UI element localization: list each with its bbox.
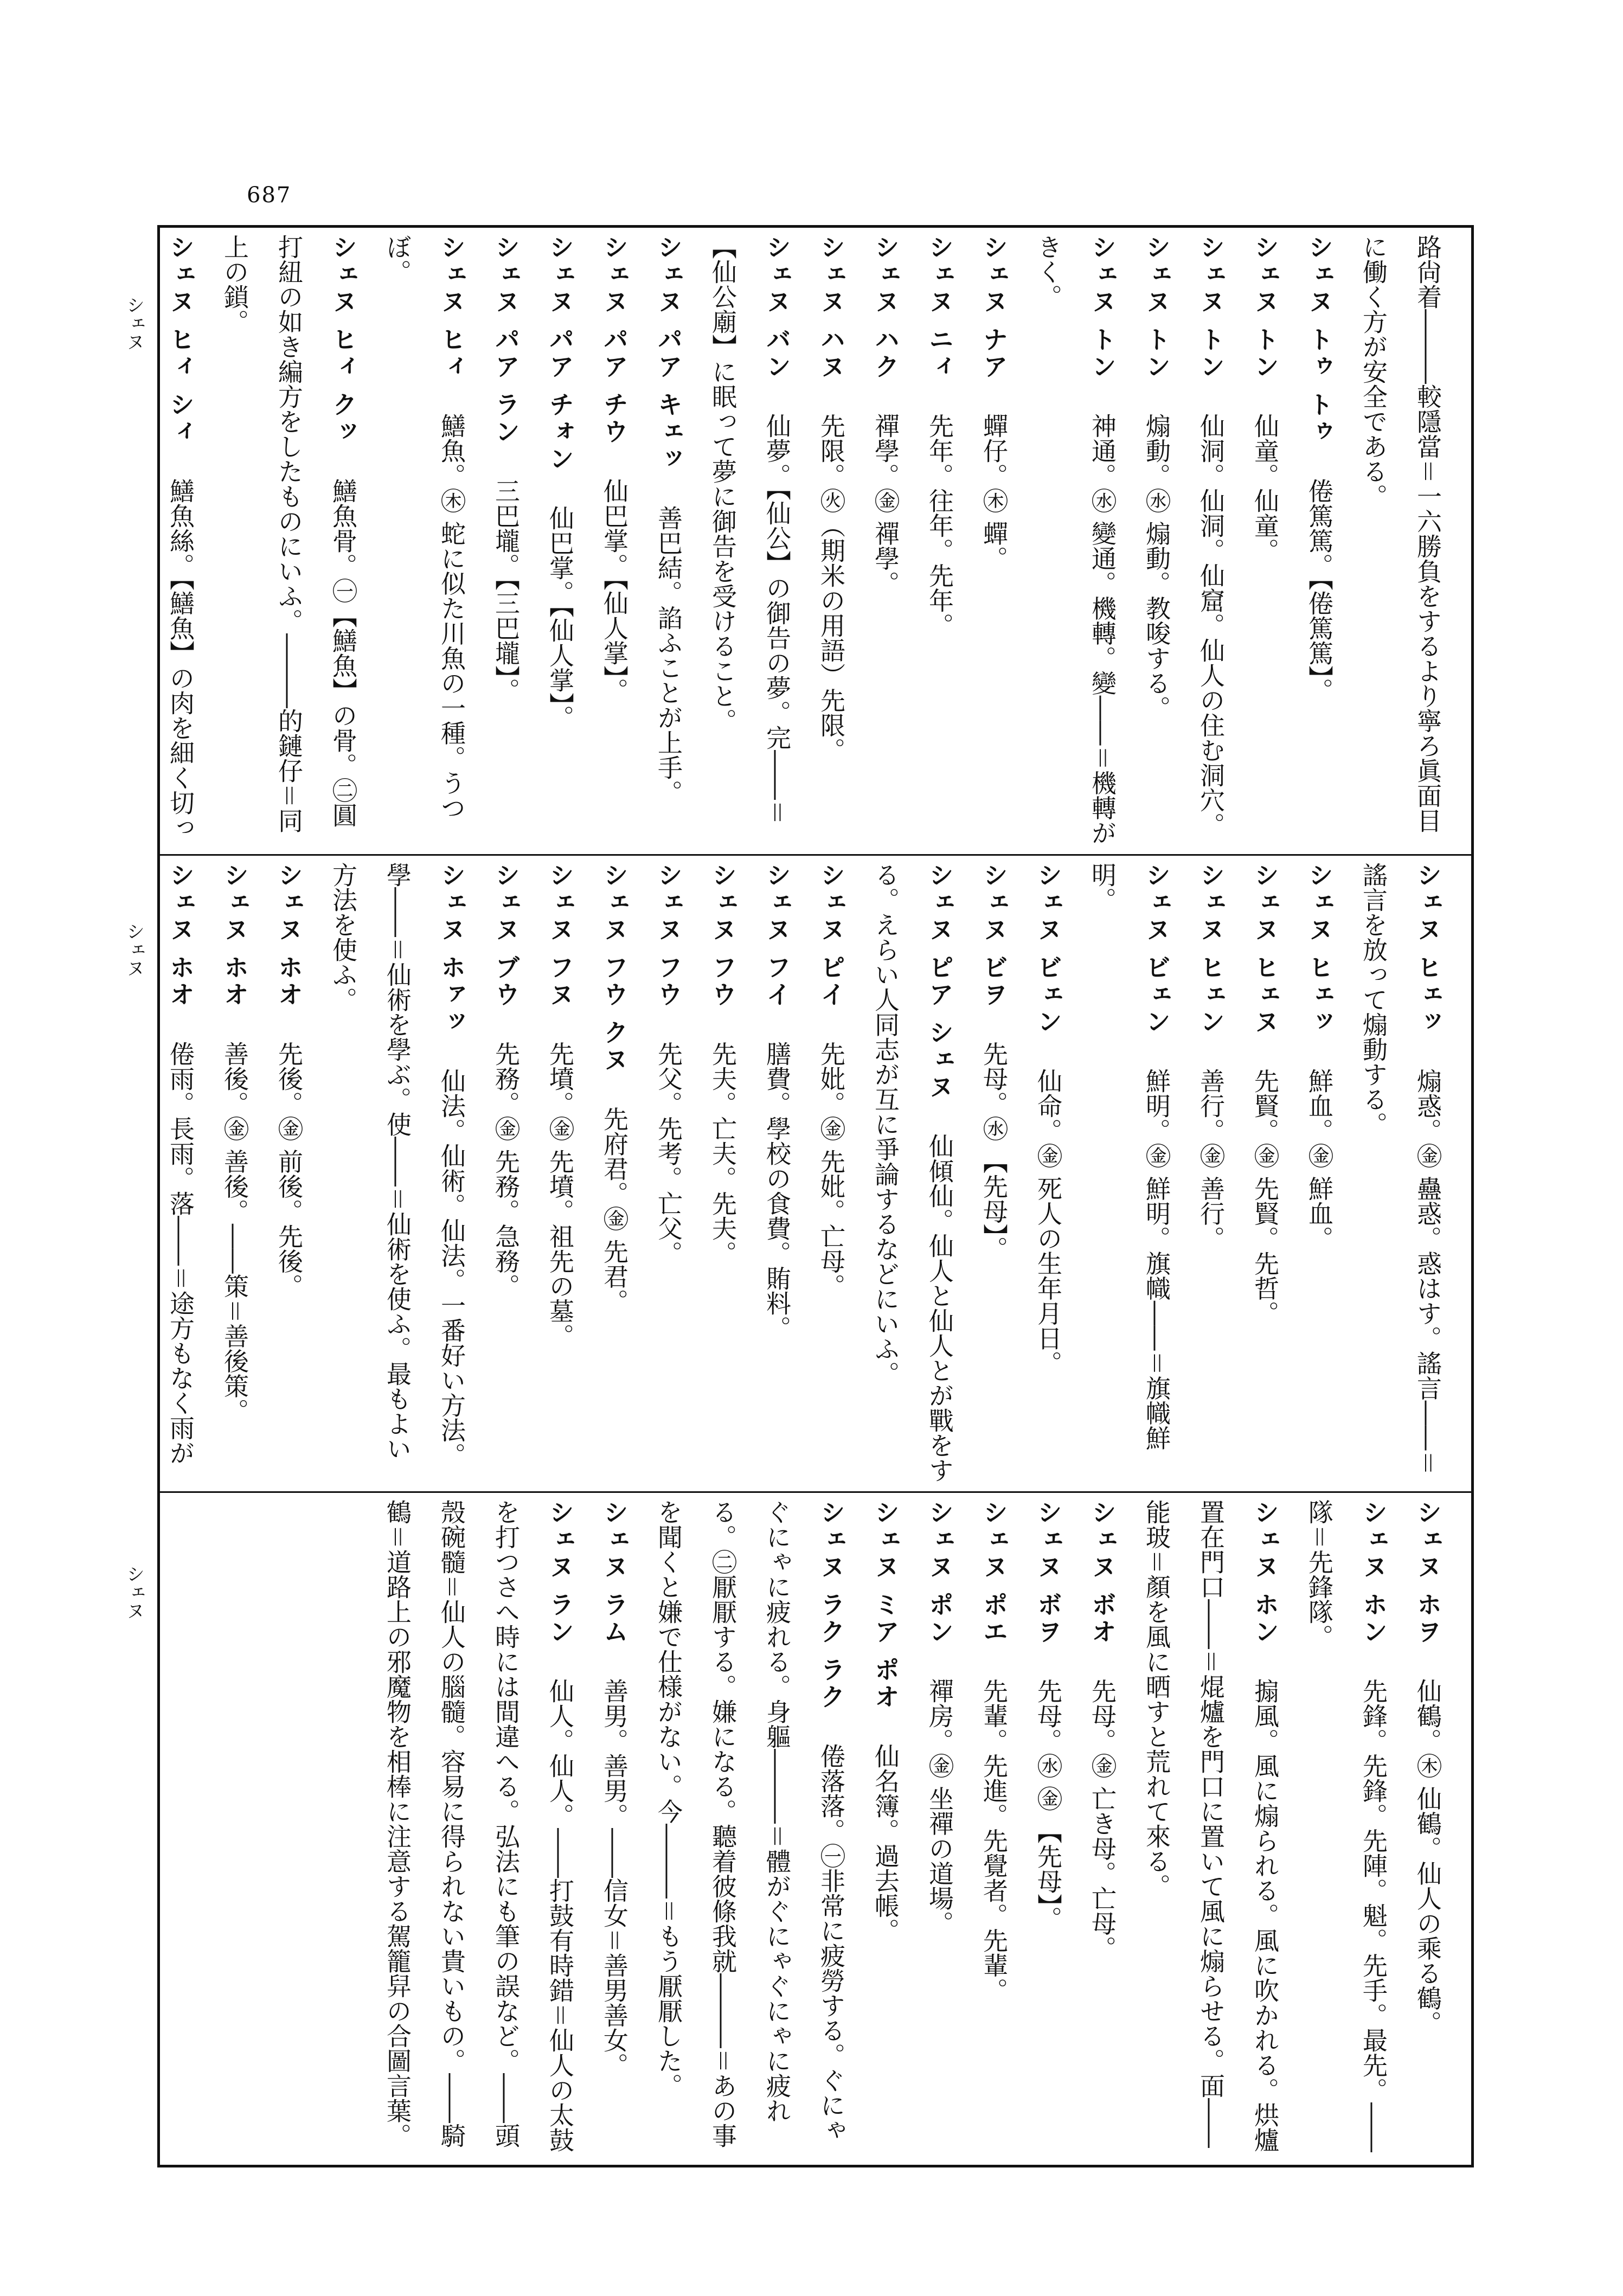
entry-definition: 仙命。㊎ 死人の生年月日。 [1034, 1068, 1063, 1376]
entry-headword: シェヌ ホオ [166, 862, 195, 1009]
dictionary-entry [967, 1499, 1021, 2158]
entry-definition: 膳費。學校の食費。賄料。 [762, 1041, 792, 1341]
entry-definition: 鮮明。㊎ 鮮明。旗幟――＝旗幟鮮明。 [1088, 862, 1171, 1451]
entry-headword: シェヌ パア チォン [546, 234, 575, 473]
entry-headword: シェヌ ハク [871, 234, 900, 381]
entry-headword: シェヌ ヒィ シィ [166, 234, 195, 446]
entry-definition: 仙名簿。過去帳。 [871, 1743, 900, 1944]
dictionary-entry [533, 862, 587, 1485]
entry-headword: シェヌ ヒェッ [1305, 862, 1334, 1036]
entry-headword: シェヌ トン [1196, 234, 1226, 381]
dictionary-entry [858, 862, 967, 1485]
entry-headword: シェヌ ビヲ [979, 862, 1009, 1009]
dictionary-entry [208, 862, 262, 1485]
entry-definition: 仙人。仙人。――打鼓有時錯＝仙人の太鼓を打つさへ時には間違へる。弘法にも筆の誤など。――頭殼碗髓＝仙人の腦髓。容易に得られない貴いもの。――騎鶴＝道路上の邪魔物を相棒に注意する駕籠舁の合圖言葉。 [383, 1499, 575, 2153]
entry-headword: シェヌ ニィ [925, 234, 954, 381]
entry-definition: 先母。㊎ 亡き母。亡母。 [1088, 1678, 1117, 1961]
dictionary-entry [1075, 1499, 1130, 2158]
entry-definition: 先務。㊎ 先務。急務。 [491, 1041, 521, 1299]
entry-definition: 先府君。㊎ 先君。 [600, 1106, 629, 1314]
entry-headword: シェヌ ホン [1359, 1499, 1388, 1646]
dictionary-entry [858, 1499, 913, 2158]
dictionary-entry [913, 1499, 967, 2158]
entry-headword: シェヌ ヒェッ [1413, 862, 1442, 1036]
dictionary-entry [1021, 234, 1130, 848]
entry-definition: 鱔魚骨。㊀【鱔魚】の骨。㊁圓打紐の如き編方をしたものにいふ。―――的鏈仔＝同上の鎖。 [220, 234, 358, 833]
entry-definition: 仙童。仙童。 [1250, 413, 1280, 563]
entry-headword: シェヌ ホオ [220, 862, 249, 1009]
entry-definition: 仙洞。仙洞。仙窟。仙人の住む洞穴。 [1196, 413, 1226, 838]
entry-definition: 先限。㊋（期米の用語）先限。 [817, 413, 846, 763]
entry-definition: 善男。善男。――信女＝善男善女。 [600, 1678, 629, 2078]
entry-definition: 鱔魚。㊍ 蛇に似た川魚の一種。うつぼ。 [383, 234, 466, 820]
dictionary-entry [1346, 234, 1455, 848]
entry-headword: シェヌ フウ [708, 862, 737, 1009]
running-head-middle: シェヌ [123, 922, 145, 977]
entry-definition: 先鋒。先鋒。先陣。魁。先手。最先。――隊＝先鋒隊。 [1305, 1499, 1388, 2153]
middle-tier [160, 854, 1471, 1491]
entry-definition: 蟬仔。㊍ 蟬。 [979, 413, 1009, 571]
lower-tier [160, 1491, 1471, 2165]
entry-definition: 搧風。風に煽られる。風に吹かれる。烘爐置在門口――＝焜爐を門口に置いて風に煽らせる。面――能玻＝顏を風に晒すと荒れて來る。 [1142, 1499, 1280, 2153]
entry-definition: 先輩。先進。先覺者。先輩。 [979, 1678, 1009, 2003]
entry-definition: 先後。㊎ 前後。先後。 [274, 1041, 304, 1299]
entry-headword: シェヌ ポン [925, 1499, 954, 1646]
page-number: 687 [247, 183, 292, 208]
entry-headword: シェヌ ビェン [1034, 862, 1063, 1036]
entry-definition: 鱔魚絲。【鱔魚】の肉を細く切っ [166, 478, 195, 841]
entry-headword: シェヌ フイ [762, 862, 792, 1009]
dictionary-entry [1401, 1499, 1455, 2158]
entry-headword: シェヌ ラン [546, 1499, 575, 1646]
entry-definition: 仙夢。【仙公】の御告の夢。完――＝【仙公廟】に眠って夢に御告を受けること。 [708, 234, 792, 825]
entry-headword: シェヌ ホヲ [1413, 1499, 1442, 1646]
entry-definition: 善後。㊎ 善後。――策＝善後策。 [220, 1041, 249, 1423]
upper-tier [160, 228, 1471, 854]
entry-headword: シェヌ トン [1142, 234, 1171, 381]
entry-definition: 倦篤篤。【倦篤篤】。 [1305, 478, 1334, 703]
entry-headword: シェヌ ハヌ [817, 234, 846, 381]
entry-headword: シェヌ ヒェン [1196, 862, 1226, 1036]
entry-definition: 路尙着―――較隱當＝一六勝負をするより寧ろ眞面目に働く方が安全である。 [1359, 234, 1442, 833]
dictionary-entry [1184, 862, 1238, 1485]
dictionary-entry [641, 234, 696, 848]
entry-headword: シェヌ ホン [1250, 1499, 1280, 1646]
dictionary-entry [1184, 234, 1238, 848]
entry-definition: 善巴結。諂ふことが上手。 [654, 505, 683, 805]
dictionary-entry [370, 234, 479, 848]
dictionary-entry [1130, 1499, 1292, 2158]
entry-headword: シェヌ ピア シェヌ [925, 862, 954, 1101]
dictionary-entry [804, 862, 858, 1485]
entry-definition: 先夫。亡夫。先夫。 [708, 1041, 737, 1266]
running-head-upper: シェヌ [123, 296, 145, 351]
dictionary-entry [804, 234, 858, 848]
dictionary-entry [316, 862, 479, 1485]
dictionary-entry [641, 1499, 858, 2158]
dictionary-entry [750, 862, 804, 1485]
entry-definition: 先賢。㊎ 先賢。先哲。 [1250, 1068, 1280, 1326]
entry-headword: シェヌ トゥ トゥ [1305, 234, 1334, 446]
entry-headword: シェヌ ビェン [1142, 862, 1171, 1036]
entry-headword: シェヌ トン [1088, 234, 1117, 381]
entry-definition: 先年。往年。先年。 [925, 413, 954, 638]
dictionary-entry [967, 862, 1021, 1485]
dictionary-entry [587, 862, 641, 1485]
entry-definition: 仙巴掌。【仙人掌】。 [600, 478, 629, 703]
entry-definition: 煽惑。㊎ 蠱惑。惑はす。謠言――＝謠言を放って煽動する。 [1359, 862, 1442, 1476]
dictionary-entry [533, 234, 587, 848]
dictionary-entry [696, 234, 804, 848]
dictionary-entry [913, 234, 967, 848]
entry-definition: 禪學。㊎ 禪學。 [871, 413, 900, 596]
entry-headword: シェヌ ヒィ [437, 234, 466, 381]
entry-definition: 倦落落。㊀非常に疲勞する。ぐにゃぐにゃに疲れる。身軀―――＝體がぐにゃぐにゃに疲れる。㊁厭厭する。嫌になる。聽着彼條我就―――＝あの事を聞くと嫌で仕様がない。今―――＝もう厭厭した。 [654, 1499, 846, 2148]
entry-headword: シェヌ ヒェヌ [1250, 862, 1280, 1036]
entry-definition: 先父。先考。亡父。 [654, 1041, 683, 1266]
dictionary-entry [479, 234, 533, 848]
entry-headword: シェヌ ブウ [491, 862, 521, 1009]
entry-headword: シェヌ フウ クヌ [600, 862, 629, 1074]
entry-headword: シェヌ ホオ [274, 862, 304, 1009]
dictionary-entry [1292, 862, 1346, 1485]
entry-headword: シェヌ ホァッ [437, 862, 466, 1036]
dictionary-entry [1130, 234, 1184, 848]
dictionary-entry [696, 862, 750, 1485]
dictionary-entry [1075, 862, 1184, 1485]
entry-definition: 鮮血。㊎ 鮮血。 [1305, 1068, 1334, 1251]
entry-headword: シェヌ パア キェッ [654, 234, 683, 473]
entry-definition: 先墳。㊎ 先墳。祖先の墓。 [546, 1041, 575, 1349]
entry-definition: 仙法。仙術。仙法。一番好い方法。學――＝仙術を學ぶ。使――＝仙術を使ふ。最もよい方法を使ふ。 [329, 862, 466, 1468]
dictionary-entry [208, 234, 370, 848]
entry-definition: 禪房。㊎ 坐禪の道場。 [925, 1678, 954, 1936]
entry-headword: シェヌ ナア [979, 234, 1009, 381]
dictionary-entry [1238, 234, 1292, 848]
entry-headword: シェヌ ラム [600, 1499, 629, 1646]
entry-definition: 仙巴掌。【仙人掌】。 [546, 505, 575, 730]
dictionary-frame [157, 225, 1474, 2167]
entry-definition: 仙鶴。㊍ 仙鶴。仙人の乘る鶴。 [1413, 1678, 1442, 2036]
dictionary-entry [1346, 862, 1455, 1485]
dictionary-entry [160, 862, 208, 1485]
dictionary-entry [1292, 1499, 1401, 2158]
entry-headword: シェヌ フヌ [546, 862, 575, 1009]
entry-headword: シェヌ トン [1250, 234, 1280, 381]
dictionary-entry [262, 862, 316, 1485]
dictionary-entry [1238, 862, 1292, 1485]
running-head-lower: シェヌ [123, 1564, 145, 1620]
dictionary-entry [160, 234, 208, 848]
entry-headword: シェヌ ボヲ [1034, 1499, 1063, 1646]
dictionary-entry [479, 862, 533, 1485]
dictionary-entry [370, 1499, 587, 2158]
entry-definition: 先母。㊌ ㊎ 【先母】。 [1034, 1678, 1063, 1932]
dictionary-entry [967, 234, 1021, 848]
entry-headword: シェヌ ヒィ クッ [329, 234, 358, 446]
dictionary-entry [641, 862, 696, 1485]
entry-definition: 先母。㊌ 【先母】。 [979, 1041, 1009, 1261]
dictionary-entry [1292, 234, 1346, 848]
dictionary-entry [1021, 862, 1075, 1485]
entry-definition: 先妣。㊎ 先妣。亡母。 [817, 1041, 846, 1299]
entry-headword: シェヌ パア チウ [600, 234, 629, 446]
entry-headword: シェヌ ポエ [979, 1499, 1009, 1646]
dictionary-entry [587, 1499, 641, 2158]
entry-headword: シェヌ パア ラン [491, 234, 521, 446]
entry-headword: シェヌ ラク ラク [817, 1499, 846, 1711]
entry-headword: シェヌ バン [762, 234, 792, 381]
dictionary-entry [1021, 1499, 1075, 2158]
entry-headword: シェヌ フウ [654, 862, 683, 1009]
entry-definition: 善行。㊎ 善行。 [1196, 1068, 1226, 1251]
entry-headword: シェヌ ボオ [1088, 1499, 1117, 1646]
dictionary-entry [858, 234, 913, 848]
entry-headword: シェヌ ピイ [817, 862, 846, 1009]
dictionary-entry [587, 234, 641, 848]
entry-definition: 煽動。㊌ 煽動。教唆する。 [1142, 413, 1171, 721]
entry-headword: シェヌ ミア ポオ [871, 1499, 900, 1711]
entry-definition: 三巴壠。【三巴壠】。 [491, 478, 521, 703]
entry-definition: 倦雨。長雨。落――＝途方もなく雨が [166, 1041, 195, 1466]
entry-definition: 神通。㊌ 變通。機轉。變――＝機轉がきく。 [1034, 234, 1117, 845]
entry-definition: 仙傾仙。仙人と仙人とが戰をする。えらい人同志が互に爭論するなどにいふ。 [871, 862, 954, 1483]
